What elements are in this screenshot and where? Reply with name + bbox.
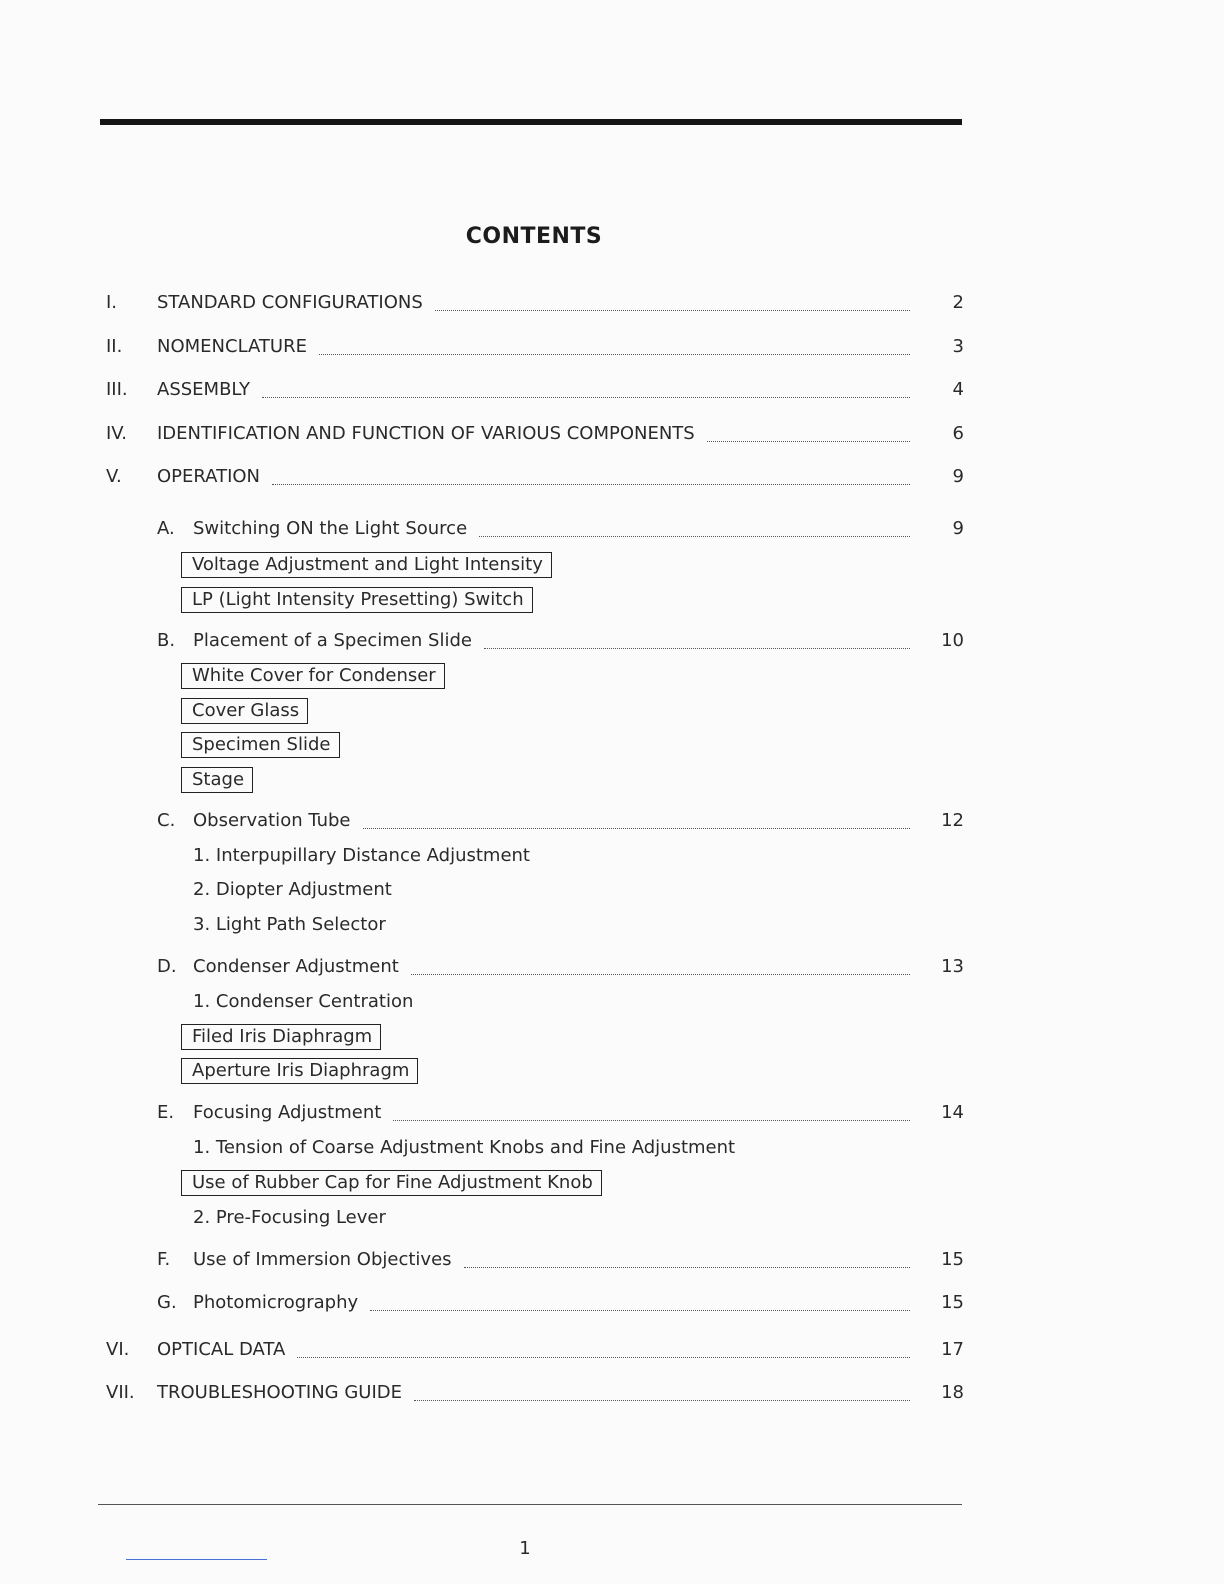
toc-item-tension: 1. Tension of Coarse Adjustment Knobs and Fine Adjustment <box>193 1137 736 1158</box>
toc-page: 3 <box>952 336 964 357</box>
toc-page: 9 <box>952 518 964 539</box>
boxed-topic-voltage-adjustment: Voltage Adjustment and Light Intensity <box>181 552 552 578</box>
toc-entry-standard-configurations[interactable] <box>0 290 1224 316</box>
toc-number: VI. <box>106 1339 130 1360</box>
toc-letter: G. <box>157 1292 177 1313</box>
toc-letter: B. <box>157 630 176 651</box>
toc-page: 2 <box>952 292 964 313</box>
dot-leader <box>262 396 910 398</box>
toc-label: Switching ON the Light Source <box>193 518 468 539</box>
dot-leader <box>484 647 910 649</box>
toc-label: IDENTIFICATION AND FUNCTION OF VARIOUS COMPONENTS <box>157 423 695 444</box>
dot-leader <box>479 535 910 537</box>
toc-page: 4 <box>952 379 964 400</box>
dot-leader <box>435 309 910 311</box>
toc-letter: F. <box>157 1249 171 1270</box>
boxed-topic-field-iris: Filed Iris Diaphragm <box>181 1024 381 1050</box>
toc-label: Observation Tube <box>193 810 351 831</box>
toc-entry-operation[interactable] <box>0 464 1224 490</box>
toc-letter: A. <box>157 518 175 539</box>
toc-item-interpupillary: 1. Interpupillary Distance Adjustment <box>193 845 530 866</box>
toc-item-light-path: 3. Light Path Selector <box>193 914 386 935</box>
toc-subentry-specimen-slide[interactable] <box>0 628 1224 654</box>
toc-page: 6 <box>952 423 964 444</box>
dot-leader <box>411 973 910 975</box>
toc-page: 18 <box>941 1382 964 1403</box>
boxed-topic-lp-switch: LP (Light Intensity Presetting) Switch <box>181 587 533 613</box>
footer-page-number: 1 <box>519 1538 531 1559</box>
dot-leader <box>319 353 910 355</box>
toc-label: OPERATION <box>157 466 261 487</box>
toc-number: V. <box>106 466 122 487</box>
toc-label: Use of Immersion Objectives <box>193 1249 452 1270</box>
toc-item-pre-focusing: 2. Pre-Focusing Lever <box>193 1207 386 1228</box>
toc-label: ASSEMBLY <box>157 379 251 400</box>
toc-label: Focusing Adjustment <box>193 1102 382 1123</box>
toc-page: 17 <box>941 1339 964 1360</box>
toc-number: III. <box>106 379 128 400</box>
boxed-topic-white-cover: White Cover for Condenser <box>181 663 445 689</box>
bottom-rule <box>98 1504 962 1505</box>
toc-subentry-condenser-adjustment[interactable] <box>0 954 1224 980</box>
blue-underline-mark <box>126 1559 267 1560</box>
boxed-topic-aperture-iris: Aperture Iris Diaphragm <box>181 1058 418 1084</box>
toc-page: 15 <box>941 1292 964 1313</box>
toc-subentry-light-source[interactable] <box>0 516 1224 542</box>
toc-entry-assembly[interactable] <box>0 377 1224 403</box>
toc-label: Photomicrography <box>193 1292 359 1313</box>
toc-entry-identification[interactable] <box>0 421 1224 447</box>
toc-page: 13 <box>941 956 964 977</box>
toc-page: 10 <box>941 630 964 651</box>
dot-leader <box>272 483 910 485</box>
toc-number: II. <box>106 336 123 357</box>
boxed-topic-stage: Stage <box>181 767 253 793</box>
toc-entry-troubleshooting[interactable] <box>0 1380 1224 1406</box>
dot-leader <box>393 1119 910 1121</box>
toc-page: 14 <box>941 1102 964 1123</box>
dot-leader <box>363 827 911 829</box>
toc-item-diopter: 2. Diopter Adjustment <box>193 879 392 900</box>
toc-item-condenser-centration: 1. Condenser Centration <box>193 991 414 1012</box>
toc-letter: E. <box>157 1102 175 1123</box>
toc-page: 12 <box>941 810 964 831</box>
boxed-topic-rubber-cap: Use of Rubber Cap for Fine Adjustment Knob <box>181 1170 602 1196</box>
top-rule <box>100 119 962 125</box>
toc-label: TROUBLESHOOTING GUIDE <box>157 1382 402 1403</box>
toc-entry-nomenclature[interactable] <box>0 334 1224 360</box>
dot-leader <box>464 1266 910 1268</box>
page-title: CONTENTS <box>465 224 603 249</box>
dot-leader <box>297 1356 910 1358</box>
toc-label: STANDARD CONFIGURATIONS <box>157 292 423 313</box>
toc-subentry-observation-tube[interactable] <box>0 808 1224 834</box>
toc-subentry-photomicrography[interactable] <box>0 1290 1224 1316</box>
toc-letter: C. <box>157 810 176 831</box>
toc-number: I. <box>106 292 118 313</box>
toc-page: 15 <box>941 1249 964 1270</box>
dot-leader <box>707 440 910 442</box>
dot-leader <box>370 1309 910 1311</box>
dot-leader <box>414 1399 910 1401</box>
toc-label: Placement of a Specimen Slide <box>193 630 472 651</box>
toc-entry-optical-data[interactable] <box>0 1337 1224 1363</box>
toc-page: 9 <box>952 466 964 487</box>
boxed-topic-specimen-slide: Specimen Slide <box>181 732 340 758</box>
toc-subentry-focusing[interactable] <box>0 1100 1224 1126</box>
toc-number: IV. <box>106 423 128 444</box>
toc-subentry-immersion[interactable] <box>0 1247 1224 1273</box>
toc-label: Condenser Adjustment <box>193 956 399 977</box>
toc-label: OPTICAL DATA <box>157 1339 286 1360</box>
toc-letter: D. <box>157 956 177 977</box>
toc-label: NOMENCLATURE <box>157 336 307 357</box>
boxed-topic-cover-glass: Cover Glass <box>181 698 308 724</box>
toc-number: VII. <box>106 1382 135 1403</box>
